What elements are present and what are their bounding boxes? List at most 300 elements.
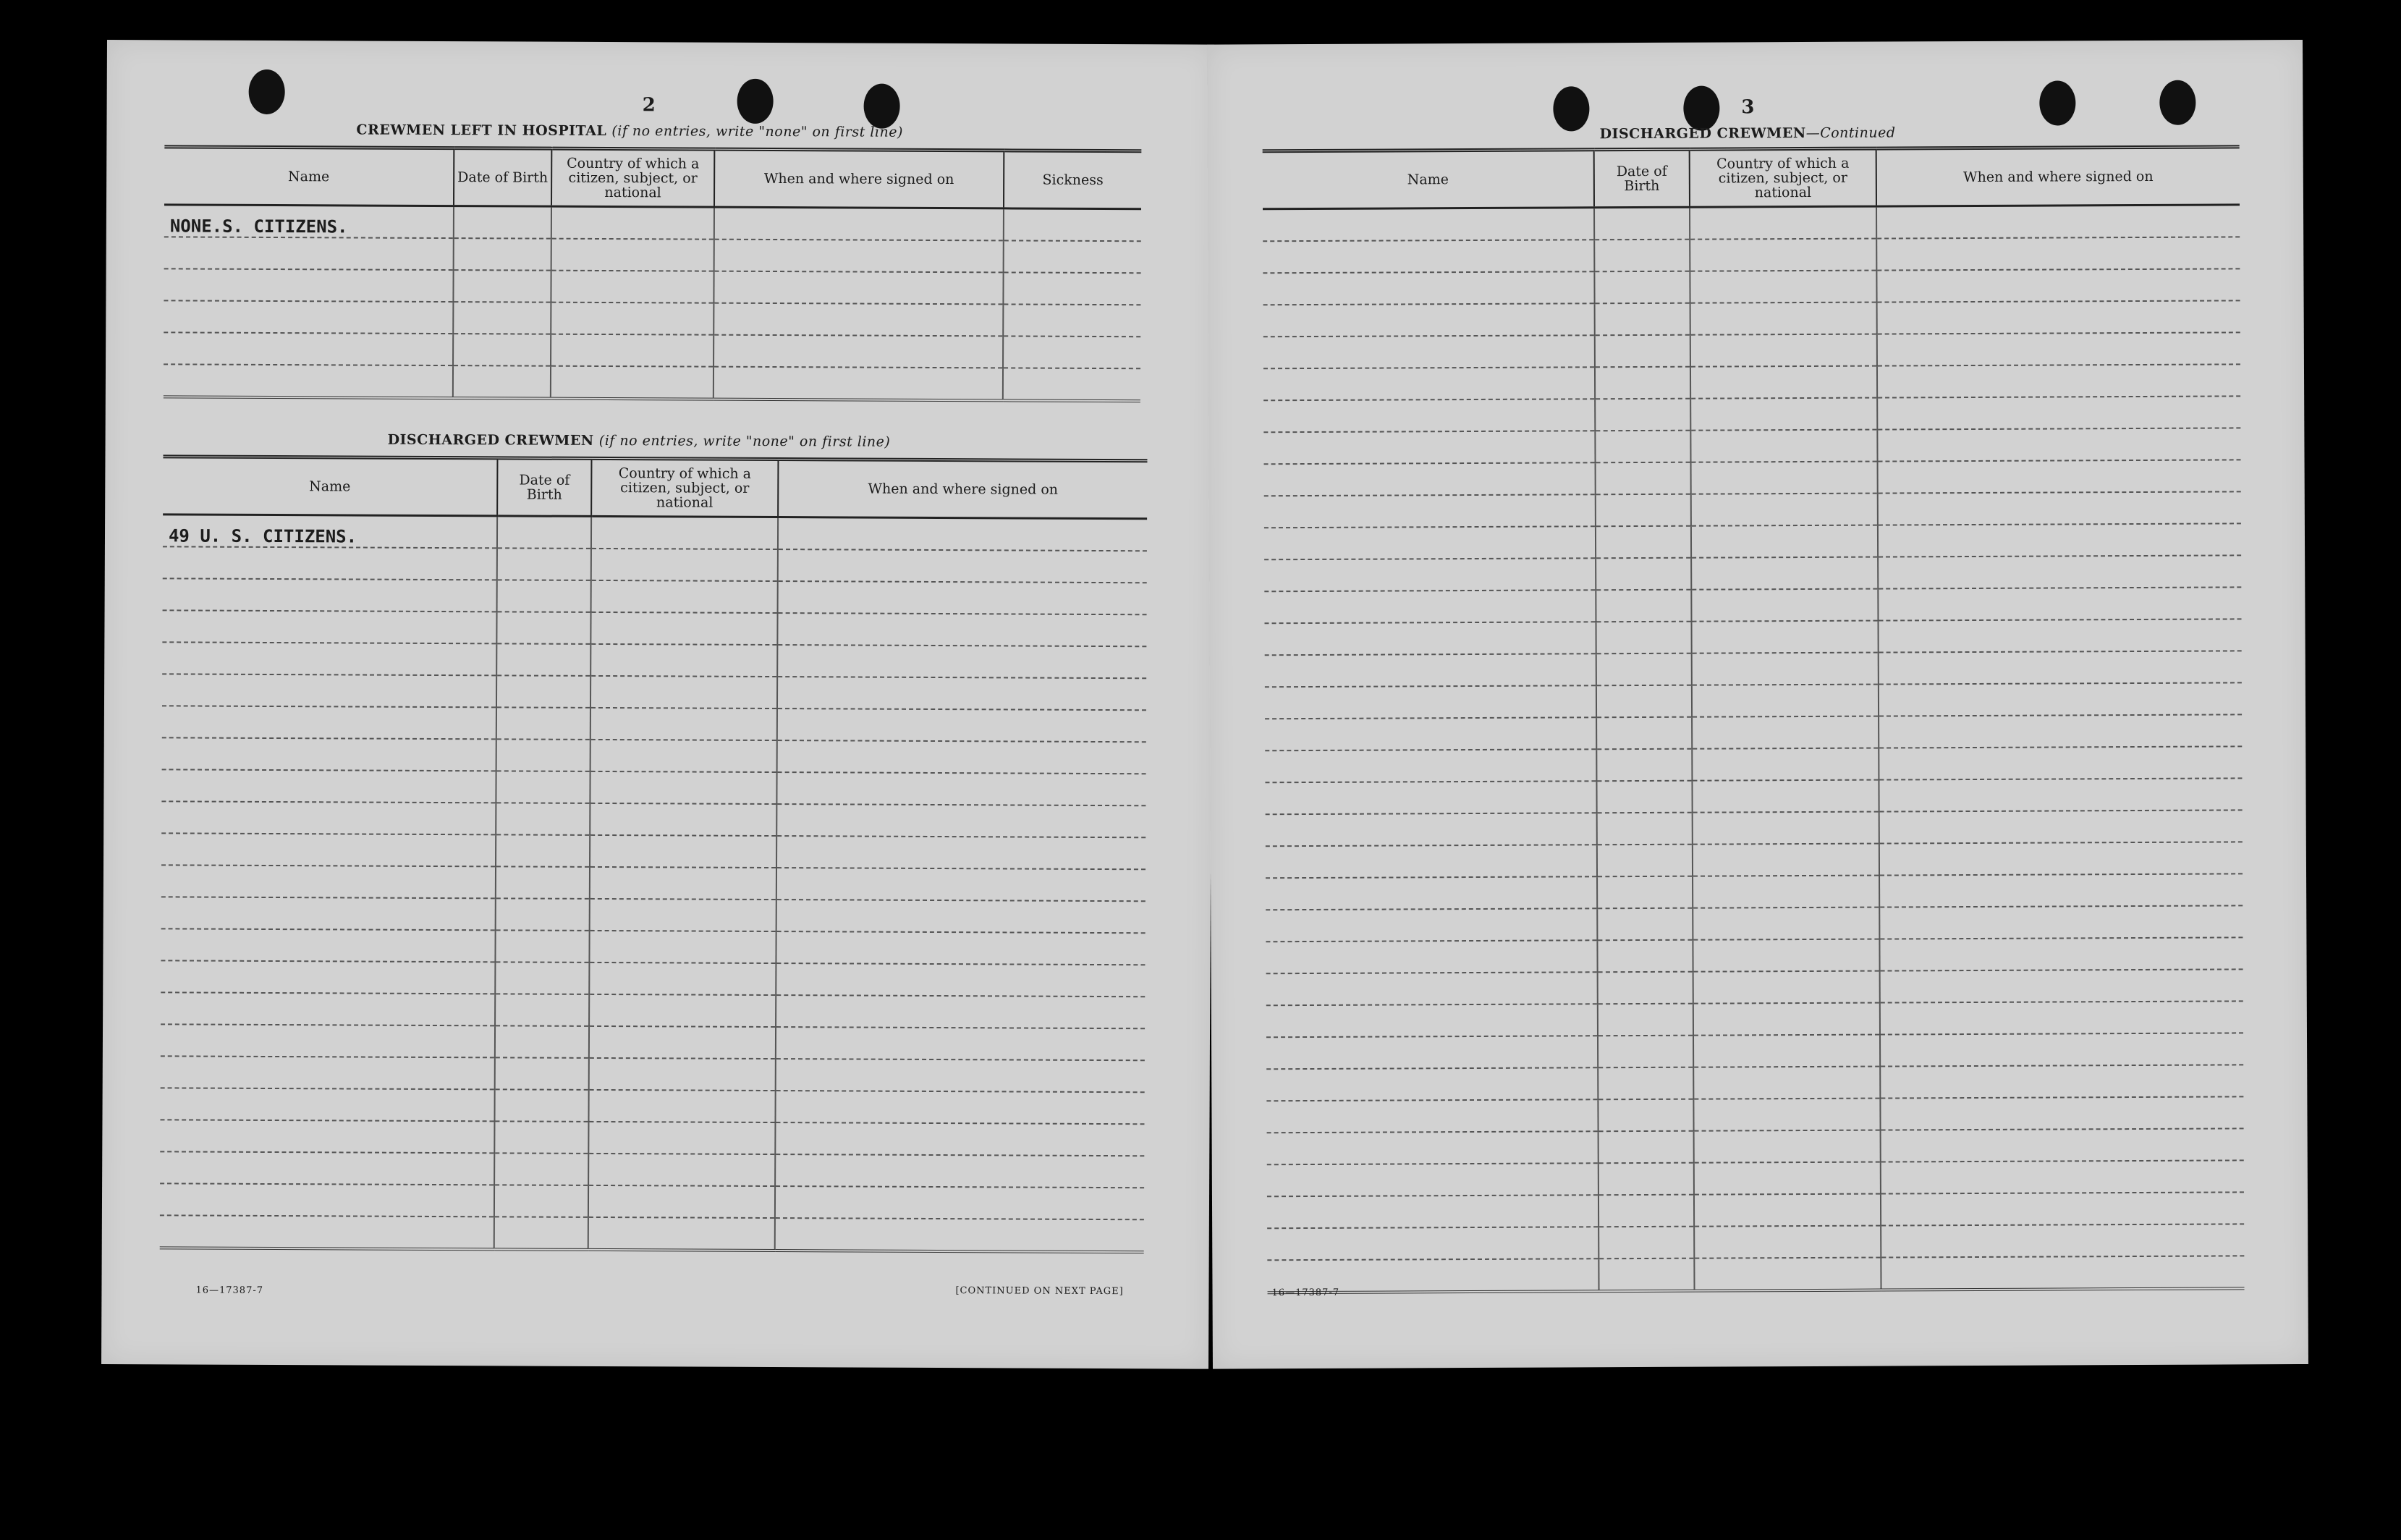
table-cell (496, 834, 590, 867)
table-cell (1596, 685, 1692, 718)
table-cell (1693, 1099, 1880, 1131)
table-cell (1879, 873, 2243, 907)
table-cell (163, 578, 497, 612)
table-cell (590, 708, 777, 740)
table-cell (1263, 271, 1594, 305)
table-row (161, 1024, 1145, 1060)
table-cell (714, 240, 1004, 273)
table-cell (1594, 207, 1690, 240)
punch-hole (249, 69, 285, 114)
form-number: 16—17387-7 (195, 1285, 264, 1296)
table-cell (1264, 494, 1596, 528)
punch-hole (1553, 86, 1589, 131)
table-cell (496, 643, 590, 676)
table-row (1264, 587, 2241, 623)
table-cell (1690, 334, 1877, 367)
form-number: 16—17387-7 (1271, 1287, 1340, 1299)
table-cell (453, 270, 551, 302)
table-cell (496, 707, 590, 740)
table-row (1265, 746, 2242, 782)
table-cell (1691, 589, 1878, 622)
table-row (1266, 842, 2243, 878)
table-cell (495, 994, 589, 1026)
table-cell (1265, 717, 1596, 750)
table-row (1266, 810, 2243, 846)
table-cell (160, 1183, 494, 1217)
table-cell (1267, 1163, 1598, 1196)
table-cell (1879, 682, 2242, 716)
table-cell (1693, 971, 1880, 1004)
table-cell (776, 995, 1145, 1028)
table-cell (164, 268, 453, 302)
table-cell (551, 366, 713, 399)
table-cell (590, 867, 776, 900)
table-cell (161, 1056, 495, 1089)
table-cell (1266, 1036, 1598, 1069)
table-cell (1004, 208, 1141, 241)
table-row (162, 737, 1146, 774)
table-cell (1596, 653, 1692, 686)
table-row (1266, 1096, 2243, 1133)
table-cell (161, 769, 496, 803)
table-row (162, 674, 1146, 710)
column-header: Country of which a citizen, subject, or national (551, 148, 714, 207)
table-cell (1595, 367, 1690, 399)
table-cell (589, 1058, 776, 1091)
table-row (164, 237, 1141, 273)
table-cell (1266, 1099, 1598, 1133)
table-cell (1881, 1256, 2244, 1290)
table-cell (588, 1154, 775, 1186)
table-cell (1879, 651, 2242, 684)
table-row (162, 610, 1146, 646)
table-cell (1691, 494, 1878, 526)
discharged-section-title: DISCHARGED CREWMEN (if no entries, write "none" on first line) (387, 431, 891, 450)
column-header: Name (163, 457, 497, 516)
table-cell (1881, 1160, 2244, 1193)
table-cell (496, 866, 590, 899)
table-cell (497, 548, 591, 580)
hospital-section-title: CREWMEN LEFT IN HOSPITAL (if no entries, write "none" on first line) (356, 122, 903, 140)
table-row (1263, 268, 2240, 305)
table-cell (1595, 431, 1690, 463)
table-cell (1596, 526, 1691, 559)
table-cell (1265, 653, 1596, 687)
table-cell (495, 930, 589, 962)
table-cell (1598, 1227, 1694, 1259)
table-cell (1879, 714, 2242, 748)
table-cell (1690, 206, 1876, 240)
table-cell (1690, 430, 1877, 462)
table-cell (161, 928, 495, 962)
continued-note: [CONTINUED ON NEXT PAGE] (955, 1285, 1124, 1298)
table-row (1263, 332, 2240, 368)
table-cell (1263, 208, 1594, 241)
table-cell (775, 1154, 1144, 1188)
table-row (163, 546, 1147, 583)
table-cell (1878, 523, 2241, 557)
table-cell (551, 271, 713, 303)
table-row (160, 1183, 1144, 1219)
table-row (161, 1056, 1145, 1092)
table-cell (1690, 366, 1877, 399)
table-cell (1004, 240, 1141, 273)
table-cell (1693, 844, 1879, 876)
table-cell (454, 238, 551, 271)
table-cell (1880, 1065, 2243, 1098)
table-row (1263, 300, 2240, 337)
table-cell (590, 740, 777, 772)
table-cell (160, 1151, 494, 1185)
table-cell (1266, 940, 1597, 973)
continued-section-title: DISCHARGED CREWMEN—Continued (1599, 124, 1896, 143)
table-cell (161, 897, 496, 930)
table-cell (1877, 364, 2240, 397)
table-cell (496, 675, 590, 708)
table-cell (1263, 399, 1595, 432)
table-cell (1598, 972, 1693, 1004)
table-cell (1597, 908, 1693, 941)
table-cell (1691, 462, 1878, 494)
table-cell (1694, 1226, 1881, 1258)
column-header: When and where signed on (1876, 147, 2240, 206)
table-row (1266, 937, 2243, 973)
table-row (160, 1215, 1144, 1252)
table-row (1267, 1256, 2244, 1292)
column-header: When and where signed on (714, 149, 1004, 208)
column-header: Name (164, 147, 454, 206)
table-cell (1264, 462, 1596, 496)
table-row (160, 1088, 1144, 1124)
table-cell (1596, 558, 1691, 591)
table-cell (777, 708, 1146, 742)
table-row (1265, 619, 2242, 655)
table-cell (1691, 621, 1878, 653)
table-cell (1881, 1128, 2244, 1162)
column-header: Sickness (1004, 151, 1141, 209)
table-row (161, 865, 1146, 901)
table-cell (1694, 1162, 1881, 1195)
table-cell (1879, 937, 2243, 970)
table-cell (590, 644, 777, 677)
table-cell (1266, 1004, 1598, 1037)
table-cell (1690, 239, 1876, 271)
right-page (1207, 40, 2308, 1369)
table-cell (1879, 905, 2243, 939)
table-cell (494, 1153, 588, 1185)
table-cell (1878, 555, 2241, 588)
table-cell (1690, 398, 1877, 431)
table-row (164, 268, 1140, 305)
table-row (164, 332, 1140, 368)
table-cell (494, 1185, 588, 1217)
table-row (1265, 651, 2242, 687)
table-cell (1266, 876, 1597, 910)
table-cell (496, 803, 590, 835)
table-cell (591, 549, 778, 581)
table-row (160, 1120, 1144, 1156)
table-row (1264, 555, 2241, 591)
table-row (162, 706, 1146, 742)
table-cell (1263, 431, 1595, 464)
table-cell (1692, 716, 1879, 749)
table-cell (713, 271, 1003, 305)
table-cell (1690, 302, 1877, 335)
table-cell (453, 302, 551, 334)
table-cell (1266, 813, 1597, 846)
table-cell (1692, 653, 1879, 685)
table-cell (1597, 845, 1693, 877)
table-row (1263, 205, 2240, 241)
table-cell (164, 237, 454, 270)
table-cell (1691, 557, 1878, 590)
table-row (1263, 396, 2240, 432)
table-cell (588, 1185, 775, 1218)
table-cell (776, 836, 1146, 869)
table-row (161, 833, 1146, 869)
table-cell (776, 868, 1146, 901)
table-row (163, 515, 1147, 551)
table-cell (590, 612, 777, 645)
table-cell (591, 516, 778, 549)
table-cell (164, 332, 453, 365)
table-cell (777, 677, 1146, 710)
table-cell (1694, 1258, 1881, 1291)
table-cell (1694, 1130, 1881, 1163)
table-cell (1693, 812, 1879, 845)
table-row (1266, 1001, 2243, 1037)
table-cell (1598, 1067, 1693, 1100)
table-cell (1596, 717, 1692, 750)
table-row (162, 642, 1146, 678)
table-cell (588, 1090, 775, 1122)
punch-hole (1683, 86, 1719, 131)
table-cell (1003, 272, 1140, 305)
table-cell (1692, 780, 1879, 813)
table-cell (1597, 813, 1693, 845)
table-cell: NONE.S. CITIZENS. (164, 205, 454, 238)
table-cell (589, 931, 776, 963)
table-cell (775, 1186, 1144, 1219)
table-cell (162, 674, 496, 707)
table-row (164, 300, 1140, 337)
table-row (1266, 1065, 2243, 1101)
table-row (1263, 237, 2240, 273)
table-cell (1263, 367, 1595, 400)
table-cell (1598, 1099, 1693, 1132)
table-cell (1877, 332, 2240, 365)
table-cell (453, 365, 551, 399)
table-cell (1877, 300, 2240, 334)
table-cell (1263, 335, 1595, 368)
table-cell (1876, 268, 2240, 302)
column-header: Date of Birth (497, 458, 591, 517)
table-cell (1266, 1067, 1598, 1101)
table-cell (713, 367, 1003, 401)
table-row (161, 992, 1145, 1028)
table-cell (1881, 1224, 2244, 1257)
table-cell (1595, 303, 1690, 336)
table-cell (1880, 1001, 2243, 1034)
table-cell (494, 1121, 588, 1154)
table-cell (164, 300, 453, 334)
table-cell (1598, 1036, 1693, 1068)
table-cell (551, 334, 713, 367)
table-cell (495, 1057, 589, 1090)
table-cell (1693, 1035, 1880, 1067)
table-cell (590, 771, 776, 804)
table-row (1266, 969, 2243, 1005)
table-cell (1878, 491, 2241, 525)
table-cell (1594, 271, 1690, 304)
table-cell (1263, 240, 1594, 273)
table-cell (1266, 908, 1597, 942)
table-row (1263, 428, 2240, 464)
table-cell (161, 865, 496, 898)
table-cell (1264, 558, 1596, 591)
table-cell (496, 739, 590, 771)
table-cell (1596, 462, 1691, 495)
table-cell (1876, 205, 2240, 239)
table-cell (776, 900, 1146, 933)
table-cell (1693, 908, 1879, 940)
table-cell (454, 206, 551, 239)
page-number: 2 (642, 94, 656, 117)
table-cell (1003, 304, 1140, 337)
table-cell (590, 835, 776, 868)
table-cell (1267, 1195, 1598, 1228)
table-cell (495, 962, 589, 994)
table-cell (496, 612, 590, 644)
table-row (1264, 460, 2241, 496)
table-cell (778, 517, 1147, 551)
table-cell (777, 645, 1146, 678)
table-row (1265, 682, 2242, 719)
table-cell (1876, 237, 2240, 270)
table-cell (1265, 781, 1596, 814)
table-row (1264, 523, 2241, 559)
table-cell (1877, 428, 2240, 461)
table-cell (1596, 749, 1692, 782)
column-header: Country of which a citizen, subject, or national (591, 458, 778, 517)
table-cell (1267, 1227, 1598, 1260)
table-row (1267, 1192, 2244, 1228)
table-cell (1879, 810, 2243, 843)
table-cell (1596, 590, 1691, 622)
table-cell (1003, 368, 1140, 401)
table-cell (591, 580, 778, 613)
table-cell (588, 1122, 775, 1154)
table-row (161, 897, 1146, 933)
table-row (1266, 873, 2243, 910)
table-cell (551, 239, 714, 271)
table-cell (1880, 969, 2243, 1002)
table-row (1263, 364, 2240, 400)
table-cell (590, 676, 777, 708)
table-cell (453, 334, 551, 366)
table-cell: 49 U. S. CITIZENS. (163, 515, 497, 549)
table-cell (1879, 842, 2243, 875)
table-cell (776, 804, 1146, 837)
table-cell (713, 335, 1003, 368)
table-cell (494, 1217, 588, 1250)
column-header: Date of Birth (1594, 149, 1690, 208)
punch-hole (737, 79, 774, 124)
column-header: When and where signed on (778, 460, 1147, 519)
column-header: Name (1263, 150, 1594, 209)
table-cell (589, 1026, 776, 1059)
table-cell (1597, 876, 1693, 909)
table-cell (714, 207, 1004, 240)
table-cell (1693, 939, 1879, 972)
table-row (1265, 714, 2242, 750)
table-cell (1598, 1258, 1694, 1292)
table-cell (1879, 778, 2242, 811)
table-cell (775, 1122, 1144, 1156)
table-cell (161, 960, 495, 994)
table-cell (161, 801, 496, 834)
table-cell (776, 963, 1145, 997)
table-cell (1263, 303, 1595, 337)
table-cell (588, 1217, 775, 1251)
table-cell (1596, 781, 1692, 813)
table-cell (1266, 845, 1597, 878)
table-cell (777, 740, 1146, 774)
table-row (164, 364, 1140, 401)
table-cell (1596, 494, 1691, 527)
table-row (1264, 491, 2241, 528)
table-cell (1880, 1033, 2243, 1066)
table-cell (1598, 1195, 1694, 1227)
table-cell (1598, 1131, 1694, 1164)
table-cell (160, 1120, 494, 1153)
table-cell (1692, 685, 1879, 717)
left-page (101, 40, 1214, 1369)
table-cell (164, 364, 453, 398)
table-cell (1265, 749, 1596, 782)
table-cell (161, 833, 496, 866)
table-cell (1597, 940, 1693, 973)
table-cell (1264, 526, 1596, 559)
table-cell (1881, 1192, 2244, 1225)
continued-table (1263, 145, 2245, 1294)
table-cell (1690, 271, 1876, 303)
hospital-table (164, 145, 1142, 402)
table-cell (589, 994, 776, 1027)
column-header: Date of Birth (454, 148, 551, 207)
table-cell (1878, 460, 2241, 493)
table-cell (777, 613, 1146, 646)
table-cell (1596, 622, 1692, 654)
table-row (1266, 905, 2243, 942)
table-cell (551, 302, 713, 335)
table-row (161, 801, 1146, 837)
table-cell (497, 580, 591, 612)
column-header: Country of which a citizen, subject, or national (1690, 148, 1876, 207)
table-cell (1594, 240, 1690, 272)
table-cell (160, 1088, 494, 1121)
table-cell (776, 1027, 1145, 1060)
table-cell (1692, 748, 1879, 781)
table-cell (776, 931, 1145, 965)
table-cell (497, 516, 591, 549)
table-cell (162, 642, 496, 675)
table-cell (1878, 587, 2241, 620)
table-cell (1693, 1003, 1880, 1036)
table-cell (775, 1091, 1144, 1124)
punch-hole (2039, 80, 2075, 125)
table-cell (1694, 1194, 1881, 1227)
